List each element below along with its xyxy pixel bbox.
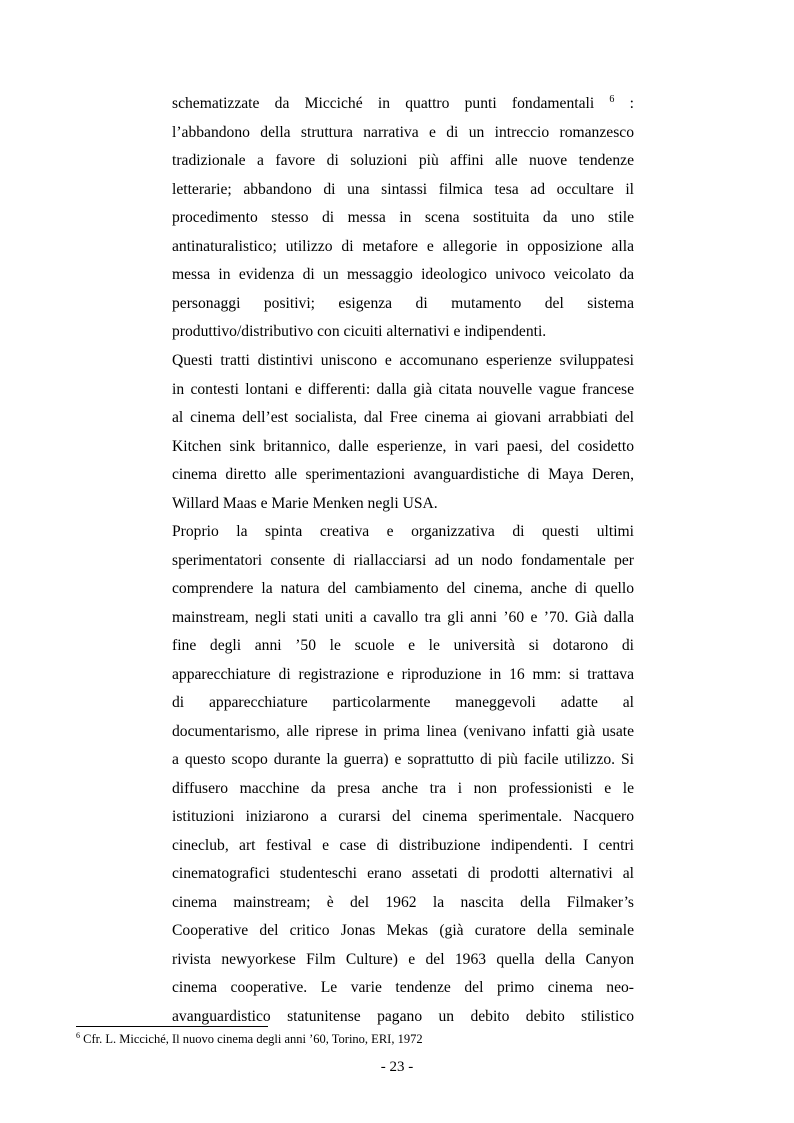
text-line: avanguardistico statunitense pagano un debito debito stilistico bbox=[172, 1007, 634, 1025]
text-line: Willard Maas e Marie Menken negli USA. bbox=[172, 494, 438, 512]
text-line: documentarismo, alle riprese in prima linea (venivano infatti già usate bbox=[172, 722, 634, 740]
text-line: rivista newyorkese Film Culture) e del 1963 quella della Canyon bbox=[172, 950, 634, 968]
text-line: cinema diretto alle sperimentazioni avanguardistiche di Maya Deren, bbox=[172, 466, 634, 483]
text-line: al cinema dell’est socialista, dal Free cinema ai giovani arrabbiati del bbox=[172, 409, 634, 426]
text-line: Proprio la spinta creativa e organizzativa di questi ultimi bbox=[172, 523, 634, 540]
text-line: di apparecchiature particolarmente maneggevoli adatte al bbox=[172, 694, 634, 711]
text-line: cinematografici studenteschi erano assetati di prodotti alternativi al bbox=[172, 865, 634, 882]
paragraph-2 bbox=[172, 347, 634, 518]
footnote-reference[interactable]: 6 bbox=[609, 93, 615, 105]
text-line: a questo scopo durante la guerra) e soprattutto di più facile utilizzo. Si bbox=[172, 751, 634, 768]
paragraph-3 bbox=[172, 518, 634, 1031]
page-number: - 23 - bbox=[380, 1059, 414, 1075]
text-line: apparecchiature di registrazione e riproduzione in 16 mm: si trattava bbox=[172, 665, 634, 683]
text-line: istituzioni iniziarono a curarsi del cinema sperimentale. Nacquero bbox=[172, 808, 634, 825]
text-line: mainstream, negli stati uniti a cavallo tra gli anni ’60 e ’70. Già dalla bbox=[172, 608, 634, 626]
footnote-text: Cfr. L. Micciché, Il nuovo cinema degli anni ’60, Torino, ERI, 1972 bbox=[83, 1032, 423, 1046]
text-line: letterarie; abbandono di una sintassi filmica tesa ad occultare il bbox=[172, 180, 634, 198]
paragraph-1 bbox=[172, 90, 634, 347]
text-line: cinema cooperative. Le varie tendenze del primo cinema neo- bbox=[172, 979, 634, 996]
text-line: procedimento stesso di messa in scena sostituita da uno stile bbox=[172, 209, 634, 226]
text-line: schematizzate da Micciché in quattro punti fondamentali $^6$ : bbox=[172, 93, 634, 112]
text-line: Kitchen sink britannico, dalle esperienze, in vari paesi, del cosidetto bbox=[172, 437, 634, 455]
footnote-number: 6 bbox=[76, 1030, 80, 1040]
footnote-divider bbox=[76, 1026, 268, 1027]
text-line: Cooperative del critico Jonas Mekas (già curatore della seminale bbox=[172, 922, 634, 939]
text-line: produttivo/distributivo con cicuiti alternativi e indipendenti. bbox=[172, 323, 547, 340]
text-line: in contesti lontani e differenti: dalla già citata nouvelle vague francese bbox=[172, 380, 634, 398]
text-line: cineclub, art festival e case di distribuzione indipendenti. I centri bbox=[172, 836, 634, 854]
text-line: fine degli anni ’50 le scuole e le università si dotarono di bbox=[172, 637, 634, 654]
text-line: l’abbandono della struttura narrativa e di un intreccio romanzesco bbox=[172, 123, 634, 141]
text-line: sperimentatori consente di riallacciarsi ad un nodo fondamentale per bbox=[172, 551, 634, 569]
text-line: diffusero macchine da presa anche tra i non professionisti e le bbox=[172, 779, 634, 797]
text-line: tradizionale a favore di soluzioni più affini alle nuove tendenze bbox=[172, 152, 634, 169]
text-line: comprendere la natura del cambiamento del cinema, anche di quello bbox=[172, 580, 634, 597]
text-line: personaggi positivi; esigenza di mutamento del sistema bbox=[172, 294, 634, 312]
text-line: antinaturalistico; utilizzo di metafore e allegorie in opposizione alla bbox=[172, 237, 634, 255]
footnote bbox=[76, 1031, 423, 1047]
text-line: Questi tratti distintivi uniscono e accomunano esperienze sviluppatesi bbox=[172, 352, 634, 369]
text-line: messa in evidenza di un messaggio ideologico univoco veicolato da bbox=[172, 266, 634, 283]
text-line: cinema mainstream; è del 1962 la nascita della Filmaker’s bbox=[172, 893, 634, 911]
